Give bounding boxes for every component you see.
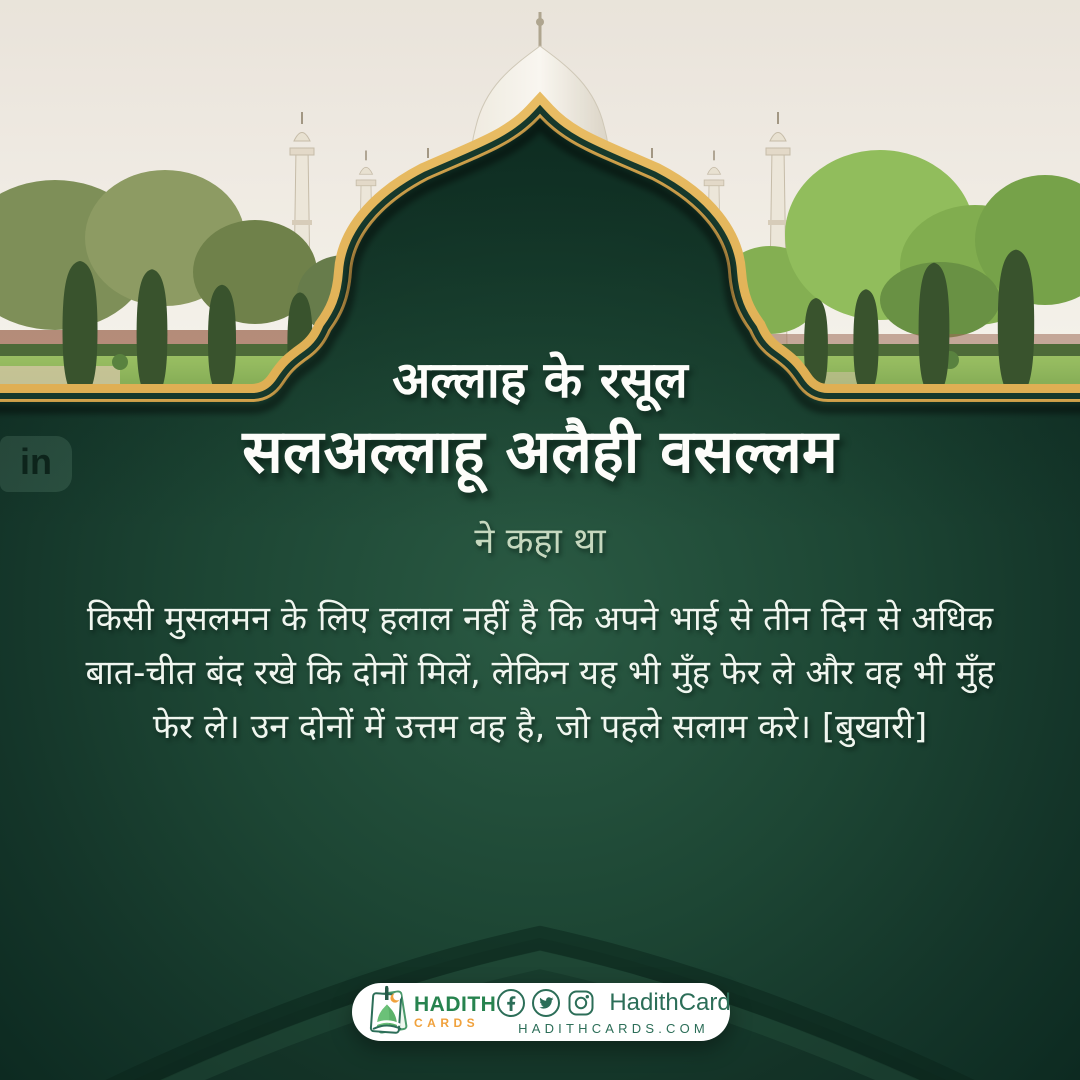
mosque-card-icon: [364, 985, 412, 1039]
heading-line1: अल्लाह के रसूल: [392, 351, 688, 409]
facebook-icon[interactable]: [496, 988, 526, 1018]
hadithcards-logo: [364, 985, 496, 1039]
instagram-icon[interactable]: [566, 988, 596, 1018]
twitter-icon[interactable]: [531, 988, 561, 1018]
social-handle: HadithCard: [609, 989, 731, 1016]
hadith-text: किसी मुसलमन के लिए हलाल नहीं है कि अपने भाई से तीन दिन से अधिक बात-चीत बंद रखे कि दोनों मिलें, लेकिन यह भी मुँह फेर ले और वह भी मुँह फेर ले। उन दोनों में उत्तम वह है, जो पहले सलाम करे। [बुखारी]: [85, 599, 995, 747]
footer-brand-bar: [352, 983, 730, 1041]
linkedin-icon: in: [20, 441, 52, 482]
linkedin-badge[interactable]: [0, 436, 72, 492]
website-url: HADITHCARDS.COM: [518, 1021, 709, 1036]
logo-subtitle: CARDS: [414, 1016, 480, 1030]
heading-line2: सलअल्लाहू अलैही वसल्लम: [242, 417, 838, 487]
heading-line3: ने कहा था: [474, 521, 606, 562]
logo-title: HADITH: [414, 993, 497, 1016]
